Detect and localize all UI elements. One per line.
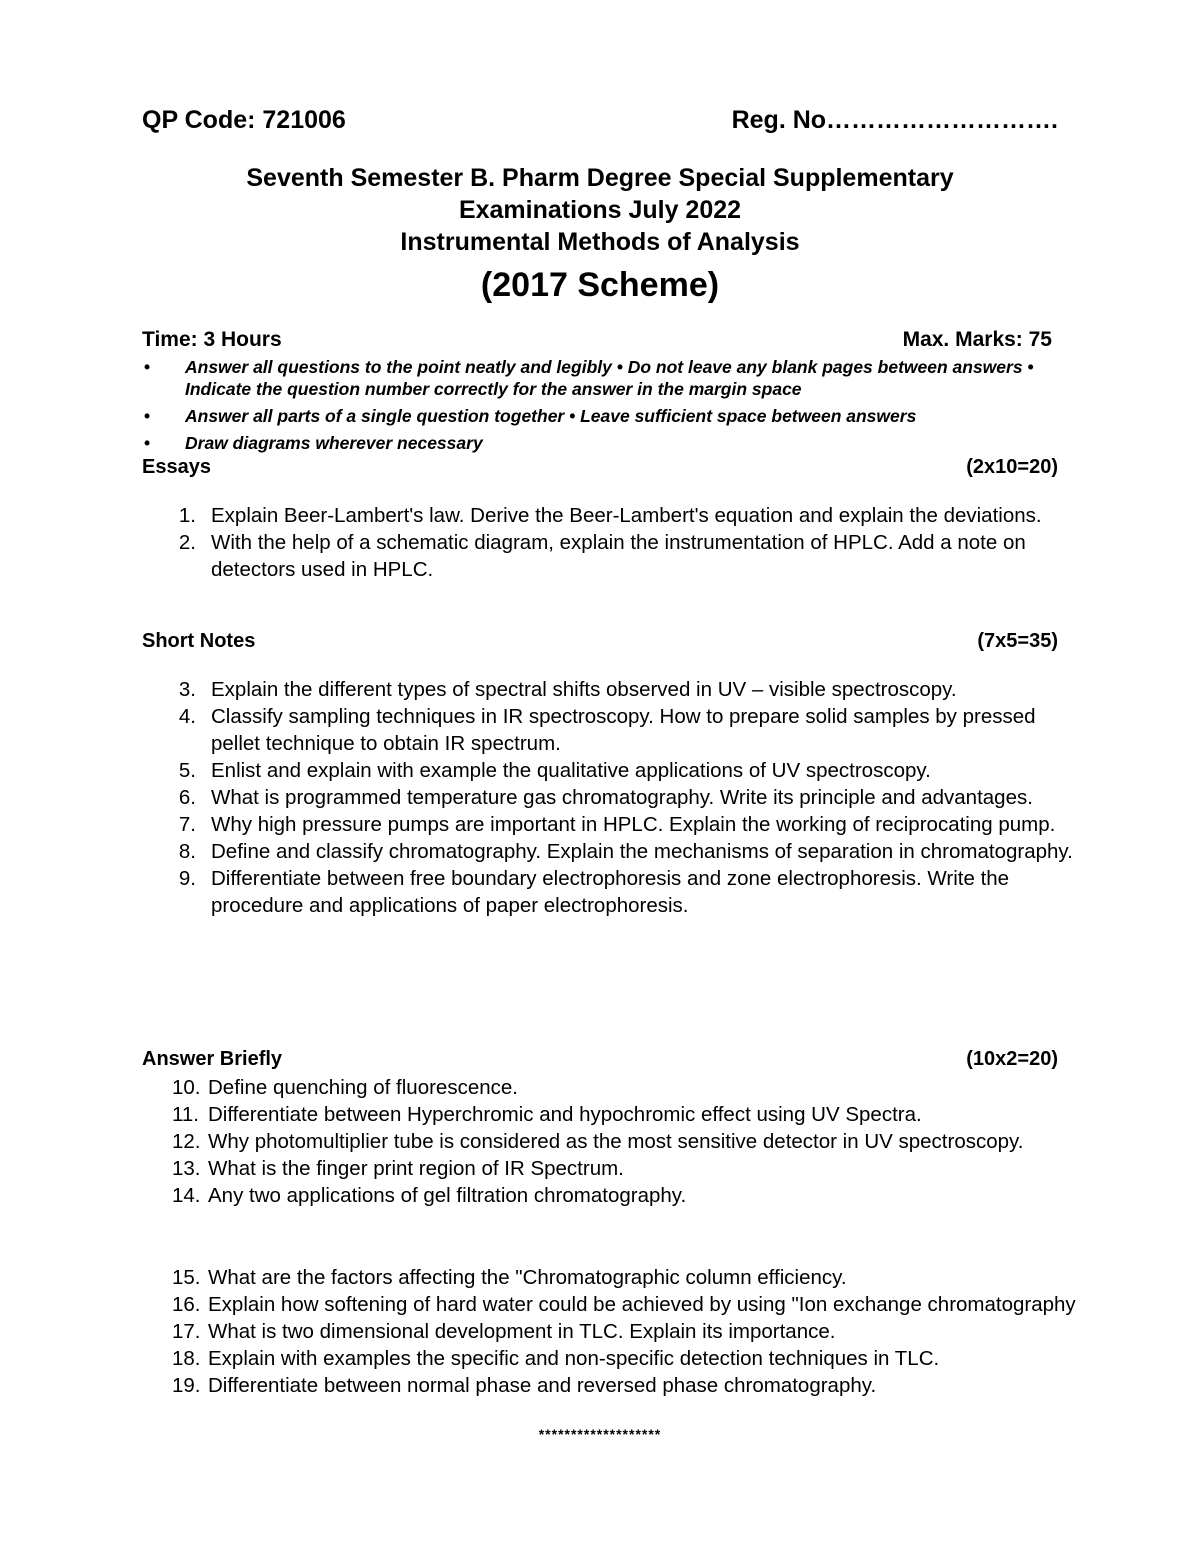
answer-briefly-heading-row	[142, 1048, 1058, 1071]
title-line-1: Seventh Semester B. Pharm Degree Special Supplementary	[246, 164, 954, 192]
short-notes-heading-row	[142, 630, 1058, 653]
subject-title: Instrumental Methods of Analysis	[400, 228, 800, 256]
question-item: 5. Enlist and explain with example the qualitative applications of UV spectroscopy.	[178, 759, 931, 782]
bullet-icon: •	[144, 406, 151, 426]
max-marks-label: Max. Marks: 75	[902, 328, 1052, 351]
header-row	[142, 106, 1058, 135]
question-item: 19. Differentiate between normal phase and reversed phase chromatography.	[172, 1374, 877, 1397]
scheme-title: (2017 Scheme)	[480, 266, 720, 304]
question-item: 15. What are the factors affecting the "Chromatographic column efficiency.	[172, 1266, 847, 1289]
question-item: 17. What is two dimensional development in TLC. Explain its importance.	[172, 1320, 836, 1343]
question-item: 8. Define and classify chromatography. Explain the mechanisms of separation in chromatography.	[178, 840, 1073, 863]
question-item: 9. Differentiate between free boundary electrophoresis and zone electrophoresis. Write the procedure and applications of paper electrophoresis.	[178, 867, 1010, 917]
qp-code: QP Code: 721006	[142, 106, 346, 134]
question-item: 14. Any two applications of gel filtration chromatography.	[172, 1184, 687, 1207]
question-item: 10. Define quenching of fluorescence.	[172, 1076, 518, 1099]
short-notes-questions	[142, 676, 1082, 919]
answer-briefly-heading: Answer Briefly	[142, 1048, 283, 1070]
time-label: Time: 3 Hours	[142, 328, 282, 351]
reg-no: Reg. No……………………….	[731, 106, 1058, 134]
short-notes-heading: Short Notes	[142, 630, 256, 652]
question-item: 7. Why high pressure pumps are important in HPLC. Explain the working of reciprocating pump.	[178, 813, 1056, 836]
answer-briefly-marks: (10x2=20)	[966, 1048, 1058, 1070]
question-item: 2. With the help of a schematic diagram, explain the instrumentation of HPLC. Add a note on detectors used in HPLC.	[178, 531, 1026, 581]
time-marks-row	[142, 328, 1058, 352]
instruction-item: • Draw diagrams wherever necessary	[144, 433, 483, 453]
essays-questions	[142, 502, 1082, 583]
answer-briefly-questions-a	[142, 1074, 1082, 1209]
bullet-icon: •	[144, 357, 151, 377]
question-item: 6. What is programmed temperature gas chromatography. Write its principle and advantages.	[178, 786, 1033, 809]
question-item: 11. Differentiate between Hyperchromic and hypochromic effect using UV Spectra.	[172, 1103, 922, 1126]
essays-heading-row	[142, 456, 1058, 479]
end-stars: *******************	[538, 1426, 662, 1442]
question-item: 3. Explain the different types of spectral shifts observed in UV – visible spectroscopy.	[178, 678, 957, 701]
question-item: 4. Classify sampling techniques in IR spectroscopy. How to prepare solid samples by pressed pellet technique to obtain IR spectrum.	[178, 705, 1036, 755]
question-item: 13. What is the finger print region of IR Spectrum.	[172, 1157, 624, 1180]
bullet-icon: •	[144, 433, 151, 453]
question-item: 1. Explain Beer-Lambert's law. Derive the Beer-Lambert's equation and explain the deviations.	[178, 504, 1042, 527]
essays-heading: Essays	[142, 456, 211, 478]
instructions-list	[142, 356, 1072, 459]
instruction-item: • Answer all parts of a single question together • Leave sufficient space between answers	[144, 406, 917, 426]
question-item: 16. Explain how softening of hard water could be achieved by using "Ion exchange chromatography	[172, 1293, 1076, 1316]
answer-briefly-questions-b	[142, 1264, 1082, 1399]
instruction-item: • Answer all questions to the point neatly and legibly • Do not leave any blank pages between answers • Indicate the question number correctly for the answer in the margin space	[144, 357, 1034, 399]
short-notes-marks: (7x5=35)	[977, 630, 1058, 652]
question-item: 12. Why photomultiplier tube is considered as the most sensitive detector in UV spectroscopy.	[172, 1130, 1024, 1153]
question-item: 18. Explain with examples the specific and non-specific detection techniques in TLC.	[172, 1347, 940, 1370]
title-line-2: Examinations July 2022	[458, 196, 742, 224]
essays-marks: (2x10=20)	[966, 456, 1058, 478]
